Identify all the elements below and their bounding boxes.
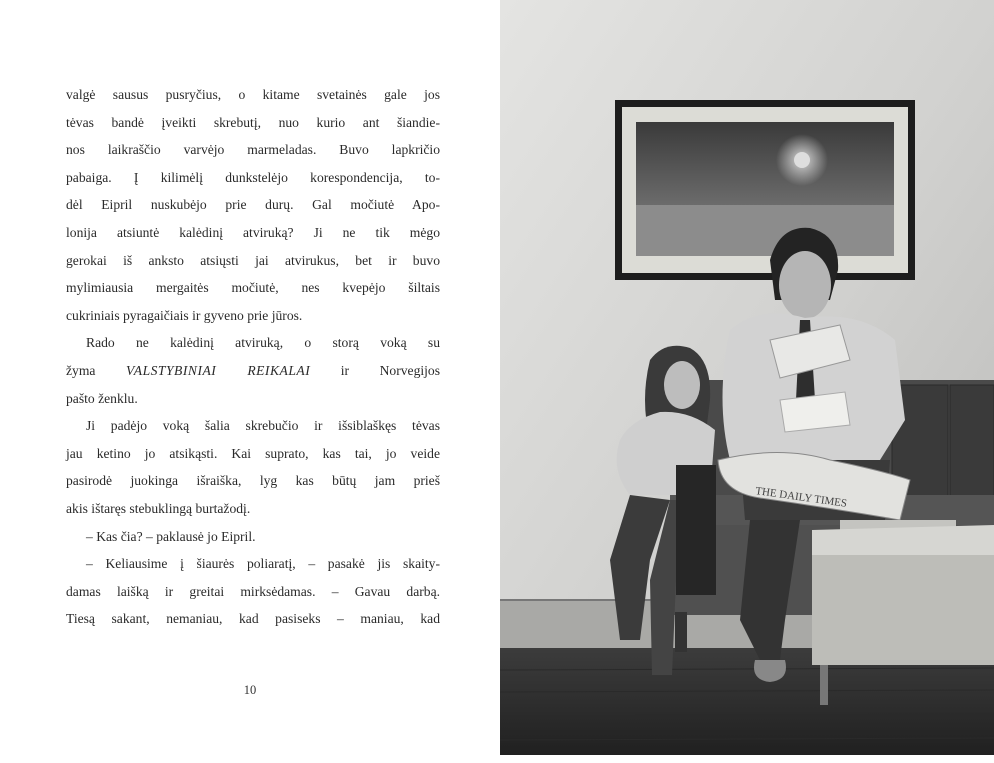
text-segment: ir Norvegijos	[310, 362, 441, 378]
framed-painting	[615, 100, 915, 280]
text-line: cukriniais pyragaičiais ir gyveno prie jūros.	[66, 307, 303, 323]
text-line: akis ištaręs stebuklingą burtažodį.	[66, 500, 251, 516]
body-text	[66, 81, 440, 633]
illustration-drawing	[500, 0, 994, 755]
text-line: – Keliausime į šiaurės poliaratį, – pasakė jis skaity-	[86, 556, 440, 572]
text-line: pasirodė juokinga išraiška, lyg kas būtų jam prieš	[66, 473, 440, 489]
text-line: Rado ne kalėdinį atviruką, o storą voką su	[86, 335, 440, 351]
stamp-text: VALSTYBINIAI REIKALAI	[125, 362, 311, 378]
text-line: jau ketino jo atsikąsti. Kai suprato, kas tai, jo veide	[66, 445, 440, 461]
text-line: tėvas bandė įveikti skrebutį, nuo kurio ant šiandie-	[66, 114, 440, 130]
text-line: gerokai iš anksto atsiųsti jai atvirukus, bet ir buvo	[66, 252, 440, 268]
text-line: damas laišką ir greitai mirksėdamas. – Gavau darbą.	[66, 583, 440, 599]
text-line: – Kas čia? – paklausė jo Eipril.	[86, 528, 256, 544]
paragraph-2	[66, 329, 440, 412]
side-box	[676, 465, 716, 595]
illustration	[500, 0, 994, 755]
text-line: nos laikraščio varvėjo marmeladas. Buvo lapkričio	[66, 142, 440, 158]
text-segment: žyma	[66, 362, 126, 378]
paragraph-3	[66, 412, 440, 522]
text-line: dėl Eipril nuskubėjo prie durų. Gal močiutė Apo-	[66, 197, 440, 213]
paragraph-5	[66, 550, 440, 633]
text-line: pašto ženklu.	[66, 390, 138, 406]
text-line: Ji padėjo voką šalia skrebučio ir išsiblaškęs tėvas	[86, 418, 440, 434]
text-line: lonija atsiuntė kalėdinį atviruką? Ji ne tik mėgo	[66, 224, 440, 240]
paragraph-1	[66, 81, 440, 329]
text-line-mixed	[66, 357, 440, 385]
text-line: valgė sausus pusryčius, o kitame svetainės gale jos	[66, 87, 440, 102]
newspaper-masthead: THE DAILY TIMES	[754, 485, 848, 510]
paragraph-4	[66, 523, 440, 551]
page-number: 10	[243, 683, 257, 697]
text-line: pabaiga. Į kilimėlį dunkstelėjo korespondencija, to-	[66, 169, 440, 185]
text-line: mylimiausia mergaitės močiutė, nes kvepėjo šiltais	[66, 280, 440, 296]
text-line: Tiesą sakant, nemaniau, kad pasiseks – maniau, kad	[66, 611, 440, 627]
